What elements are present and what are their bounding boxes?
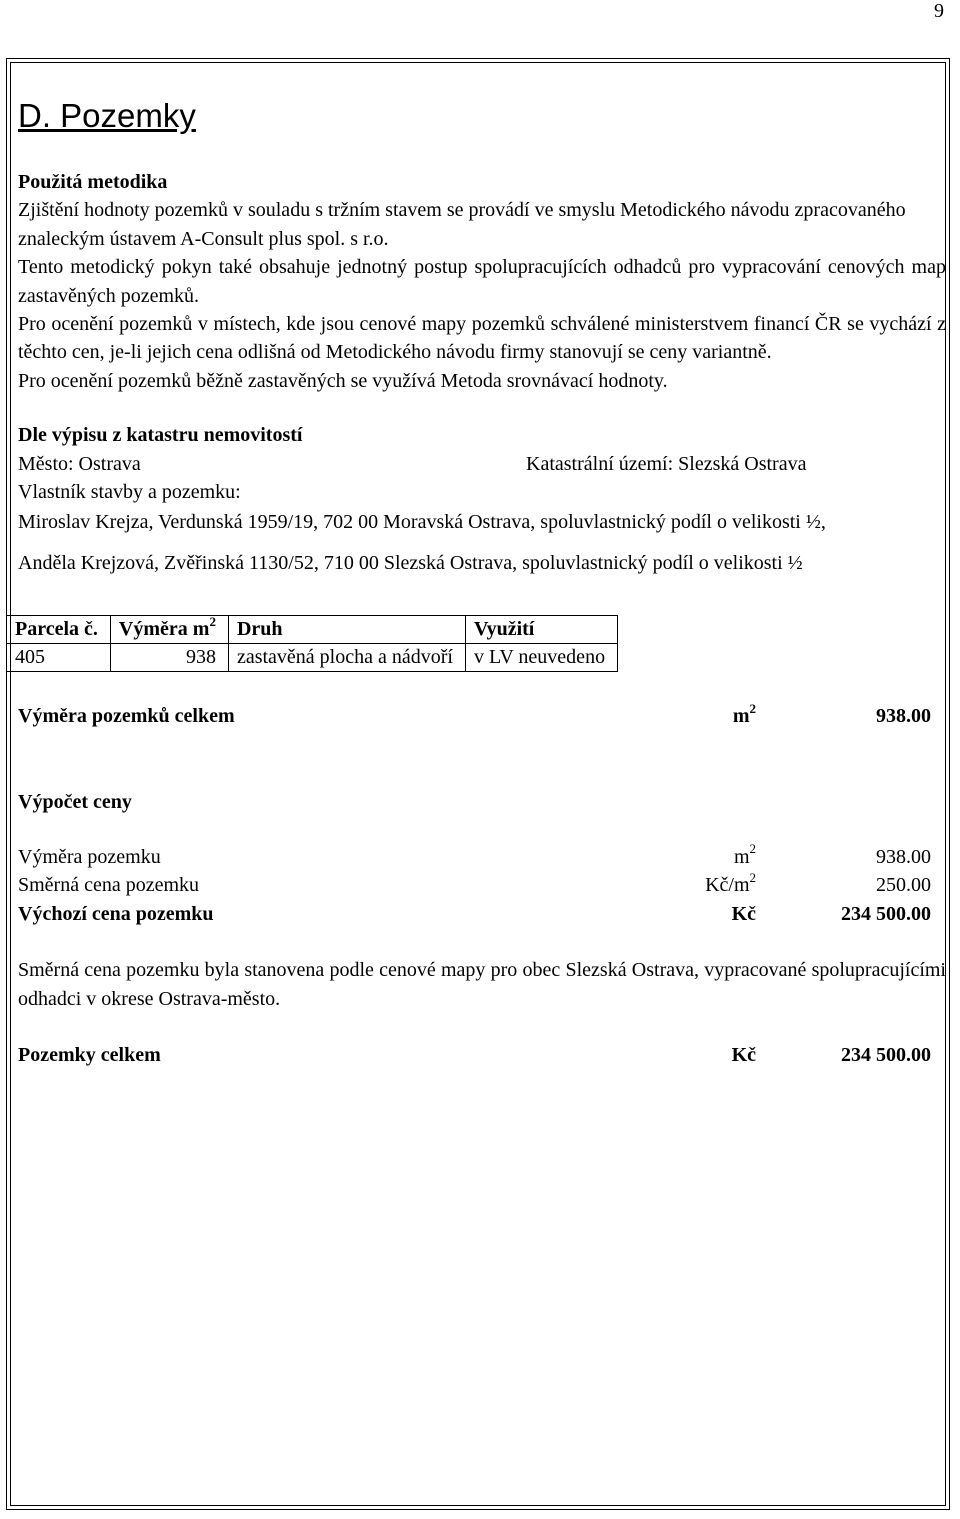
methodology-heading: Použitá metodika <box>18 171 168 193</box>
total-area-row <box>18 702 946 730</box>
price-calc-table <box>18 843 946 928</box>
land-total-row <box>18 1041 946 1069</box>
header-area <box>110 613 228 644</box>
price-calc-unit-text: Kč/m <box>705 874 750 897</box>
header-usage: Využití <box>465 616 617 644</box>
table-row <box>7 644 618 672</box>
cadastre-heading: Dle výpisu z katastru nemovitostí <box>18 424 303 447</box>
cell-area: 938 <box>110 644 228 672</box>
price-calc-row <box>18 871 946 899</box>
parcel-table-wrap <box>15 613 946 672</box>
total-area-value: 938.00 <box>876 705 931 728</box>
price-calc-row <box>18 900 946 928</box>
price-calc-unit <box>734 843 756 871</box>
price-calc-row <box>18 843 946 871</box>
cell-usage: v LV neuvedeno <box>465 644 617 672</box>
owner-1: Miroslav Krejza, Verdunská 1959/19, 702 00 Moravská Ostrava, spoluvlastnický podíl o velikosti ½, <box>18 511 826 534</box>
total-area-unit <box>733 702 756 730</box>
cadastre-section <box>18 421 946 577</box>
header-type: Druh <box>228 616 465 644</box>
total-area-unit-text: m <box>732 705 750 728</box>
section-title: D. Pozemky <box>18 97 196 134</box>
owner-label: Vlastník stavby a pozemku: <box>18 481 241 504</box>
cell-parcel: 405 <box>7 644 111 672</box>
methodology-section <box>18 168 946 395</box>
price-calc-value: 234 500.00 <box>841 902 931 925</box>
cell-type: zastavěná plocha a nádvoří <box>228 644 465 672</box>
price-calc-unit-text: m <box>733 846 750 869</box>
land-total-unit: Kč <box>731 1044 756 1067</box>
price-calc-value: 938.00 <box>876 846 931 869</box>
price-calc-label: Výměra pozemku <box>18 846 161 869</box>
price-calc-unit <box>705 871 756 899</box>
total-area-unit-sup: 2 <box>749 700 756 716</box>
page-number: 9 <box>934 0 944 22</box>
price-calc-unit-sup: 2 <box>749 841 756 857</box>
city-label: Město: Ostrava <box>18 452 141 475</box>
methodology-paragraph-1: Zjištění hodnoty pozemků v souladu s tržním stavem se provádí ve smyslu Metodického návodu zpracovaného znaleckým ústavem A-Consult plus spol. s r.o. <box>18 199 906 250</box>
location-row <box>18 450 946 478</box>
cadastral-territory-label: Katastrální území: Slezská Ostrava <box>526 452 807 475</box>
price-note: Směrná cena pozemku byla stanovena podle cenové mapy pro obec Slezská Ostrava, vypracované spolupracujícími odhadci v okrese Ostrava-město. <box>18 959 946 1010</box>
methodology-paragraph-2: Tento metodický pokyn také obsahuje jednotný postup spolupracujících odhadců pro vypracování cenových map zastavěných pozemků. <box>18 256 946 307</box>
parcel-table-header <box>7 616 618 644</box>
price-calc-label: Směrná cena pozemku <box>18 874 200 897</box>
price-calc-label: Výchozí cena pozemku <box>18 902 214 925</box>
header-area-text: Výměra m <box>118 618 210 641</box>
parcel-table <box>6 615 618 672</box>
document-content <box>15 94 946 1069</box>
total-area-label: Výměra pozemků celkem <box>18 705 235 728</box>
price-calc-unit-sup: 2 <box>749 869 756 885</box>
methodology-paragraph-4: Pro ocenění pozemků běžně zastavěných se využívá Metoda srovnávací hodnoty. <box>18 369 668 392</box>
price-calc-value: 250.00 <box>876 874 931 897</box>
land-total-label: Pozemky celkem <box>18 1044 161 1067</box>
header-parcel: Parcela č. <box>7 616 111 644</box>
price-calc-unit: Kč <box>731 902 756 925</box>
methodology-paragraph-3: Pro ocenění pozemků v místech, kde jsou cenové mapy pozemků schválené ministerstvem financí ČR se vychází z těchto cen, je-li jejich cena odlišná od Metodického návodu firmy stanovují se ceny variantně. <box>18 313 946 364</box>
price-calc-heading: Výpočet ceny <box>18 790 132 813</box>
land-total-value: 234 500.00 <box>841 1044 931 1067</box>
owner-2: Anděla Krejzová, Zvěřinská 1130/52, 710 00 Slezská Ostrava, spoluvlastnický podíl o velikosti ½ <box>18 551 803 574</box>
header-area-sup: 2 <box>209 613 216 629</box>
